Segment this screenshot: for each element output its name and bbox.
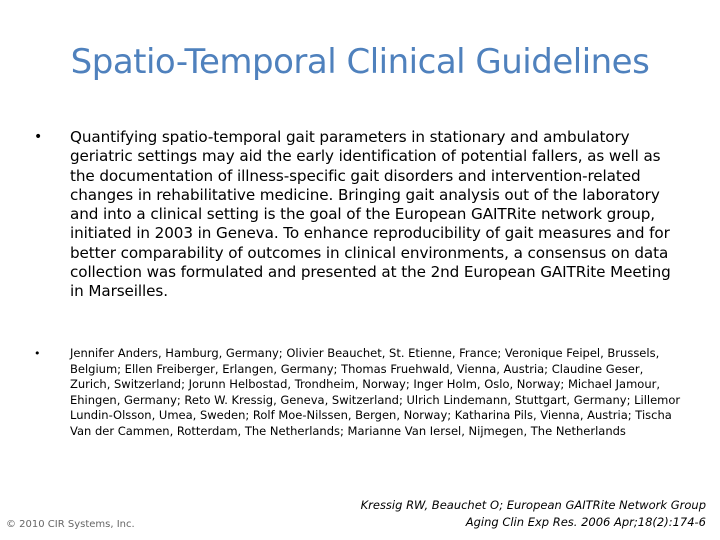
citation [361,497,706,531]
citation-line-2: Aging Clin Exp Res. 2006 Apr;18(2):174-6 [465,515,706,529]
copyright-notice: © 2010 CIR Systems, Inc. [6,519,135,530]
citation-line-1: Kressig RW, Beauchet O; European GAITRite Network Group [360,498,706,512]
slide-title: Spatio-Temporal Clinical Guidelines [70,42,650,82]
bullet-authors-text: Jennifer Anders, Hamburg, Germany; Olivier Beauchet, St. Etienne, France; Veronique Feipel, Brussels, Belgium; Ellen Freiberger, Erlangen, Germany; Thomas Fruehwald, Vienna, Austria; Claudine Geser, Zurich, Switzerland; Jorunn Helbostad, Trondheim, Norway; Inger Holm, Oslo, Norway; Michael Jamour, Ehingen, Germany; Reto W. Kressig, Geneva, Switzerland; Ulrich Lindemann, Stuttgart, Germany; Lillemor Lundin-Olsson, Umea, Sweden; Rolf Moe-Nilssen, Bergen, Norway; Katharina Pils, Vienna, Austria; Tischa Van der Cammen, Rotterdam, The Netherlands; Marianne Van Iersel, Nijmegen, The Netherlands [70,346,681,438]
bullet-marker: • [34,129,43,145]
bullet-authors [34,346,684,440]
bullet-marker: • [34,347,41,360]
bullet-summary [34,128,684,302]
bullet-summary-text: Quantifying spatio-temporal gait parameters in stationary and ambulatory geriatric settings may aid the early identification of potential fallers, as well as the documentation of illness-specific gait disorders and intervention-related changes in rehabilitative medicine. Bringing gait analysis out of the laboratory and into a clinical setting is the goal of the European GAITRite network group, initiated in 2003 in Geneva. To enhance reproducibility of gait measures and for better comparability of outcomes in clinical environments, a consensus on data collection was formulated and presented at the 2nd European GAITRite Meeting in Marseilles. [70,128,671,301]
